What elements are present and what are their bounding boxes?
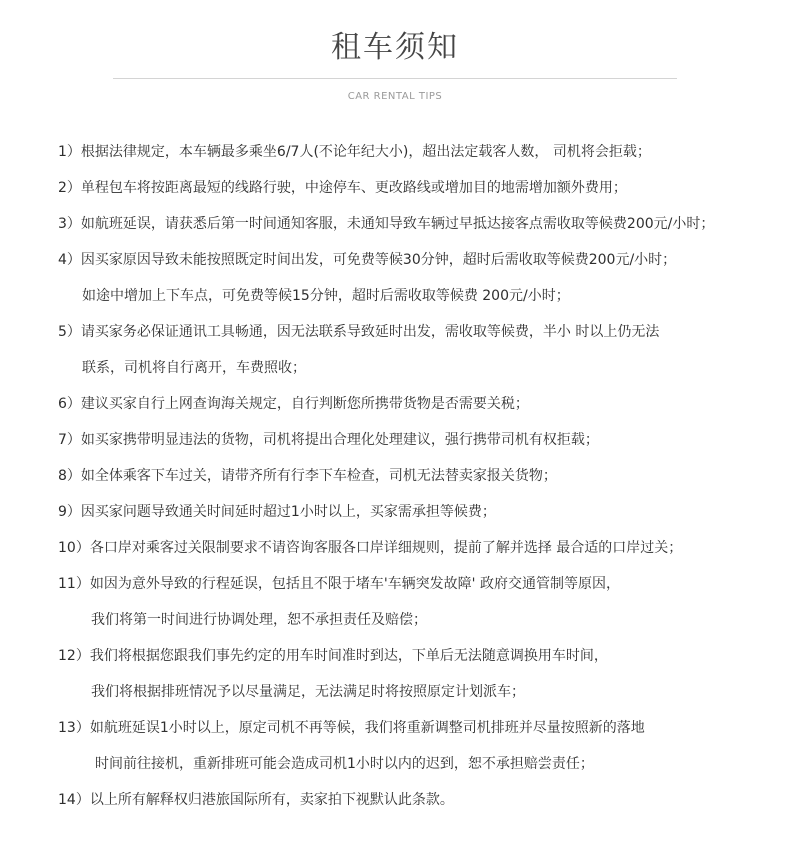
rule-line	[58, 250, 676, 270]
rule-text: 如买家携带明显违法的货物，司机将提出合理化处理建议，强行携带司机有权拒载；	[80, 432, 599, 448]
rule-line	[82, 358, 306, 378]
rule-number: 8）	[58, 468, 81, 484]
rule-line	[58, 790, 454, 810]
rule-line	[82, 286, 570, 306]
rule-text: 建议买家自行上网查询海关规定，自行判断您所携带货物是否需要关税；	[80, 396, 529, 412]
rule-line	[58, 718, 645, 738]
rule-text: 因买家原因导致未能按照既定时间出发，可免费等候30分钟，超时后需收取等候费200元/小时；	[80, 252, 677, 268]
page-title: 租车须知	[331, 30, 459, 65]
rule-text: 单程包车将按距离最短的线路行驶，中途停车、更改路线或增加目的地需增加额外费用；	[80, 180, 627, 196]
rule-number: 6）	[58, 396, 81, 412]
rule-line	[91, 610, 427, 630]
rule-number: 7）	[58, 432, 81, 448]
rule-line	[58, 214, 714, 234]
rule-line	[58, 466, 557, 486]
rule-line	[58, 574, 620, 594]
rule-number: 14）	[58, 792, 90, 808]
rule-text: 如途中增加上下车点，可免费等候15分钟，超时后需收取等候费 200元/小时；	[82, 288, 570, 304]
rule-line	[58, 322, 659, 342]
rule-number: 12）	[58, 648, 90, 664]
rule-number: 11）	[58, 576, 90, 592]
rule-text: 联系，司机将自行离开，车费照收；	[82, 360, 306, 376]
rule-line	[58, 538, 682, 558]
rule-text: 我们将第一时间进行协调处理，恕不承担责任及赔偿；	[91, 612, 427, 628]
rule-number: 5）	[58, 324, 81, 340]
rule-line	[58, 430, 599, 450]
rule-line	[91, 682, 525, 702]
rule-number: 4）	[58, 252, 81, 268]
rule-line	[58, 646, 608, 666]
rule-number: 13）	[58, 720, 90, 736]
rule-line	[58, 178, 627, 198]
rule-line	[58, 142, 651, 162]
rule-text: 时间前往接机，重新排班可能会造成司机1小时以内的迟到，恕不承担赔尝责任；	[95, 756, 594, 772]
page-subtitle: CAR RENTAL TIPS	[347, 91, 443, 102]
rule-number: 10）	[58, 540, 90, 556]
rule-text: 我们将根据您跟我们事先约定的用车时间准时到达，下单后无法随意调换用车时间，	[89, 648, 608, 664]
rule-text: 请买家务必保证通讯工具畅通，因无法联系导致延时出发，需收取等候费，半小 时以上仍无法	[80, 324, 660, 340]
rule-number: 2）	[58, 180, 81, 196]
rule-text: 以上所有解释权归港旅国际所有，卖家拍下视默认此条款。	[89, 792, 454, 808]
rule-text: 如航班延误，请获悉后第一时间通知客服，未通知导致车辆过早抵达接客点需收取等候费200元/小时；	[80, 216, 715, 232]
title-divider	[113, 78, 677, 79]
rule-text: 如全体乘客下车过关，请带齐所有行李下车检查，司机无法替卖家报关货物；	[80, 468, 557, 484]
rule-line	[58, 502, 496, 522]
rule-text: 各口岸对乘客过关限制要求不请咨询客服各口岸详细规则，提前了解并选择 最合适的口岸过关；	[89, 540, 683, 556]
rule-number: 1）	[58, 144, 81, 160]
rule-number: 9）	[58, 504, 81, 520]
rule-line	[58, 394, 529, 414]
rule-text: 根据法律规定，本车辆最多乘坐6/7人(不论年纪大小)，超出法定载客人数， 司机将会拒载；	[80, 144, 651, 160]
rule-text: 如因为意外导致的行程延误，包括且不限于堵车'车辆突发故障' 政府交通管制等原因，	[89, 576, 620, 592]
rule-text: 因买家问题导致通关时间延时超过1小时以上，买家需承担等候费；	[80, 504, 496, 520]
rule-text: 我们将根据排班情况予以尽量满足，无法满足时将按照原定计划派车；	[91, 684, 525, 700]
rule-text: 如航班延误1小时以上，原定司机不再等候，我们将重新调整司机排班并尽量按照新的落地	[89, 720, 645, 736]
rule-number: 3）	[58, 216, 81, 232]
rule-line	[95, 754, 594, 774]
